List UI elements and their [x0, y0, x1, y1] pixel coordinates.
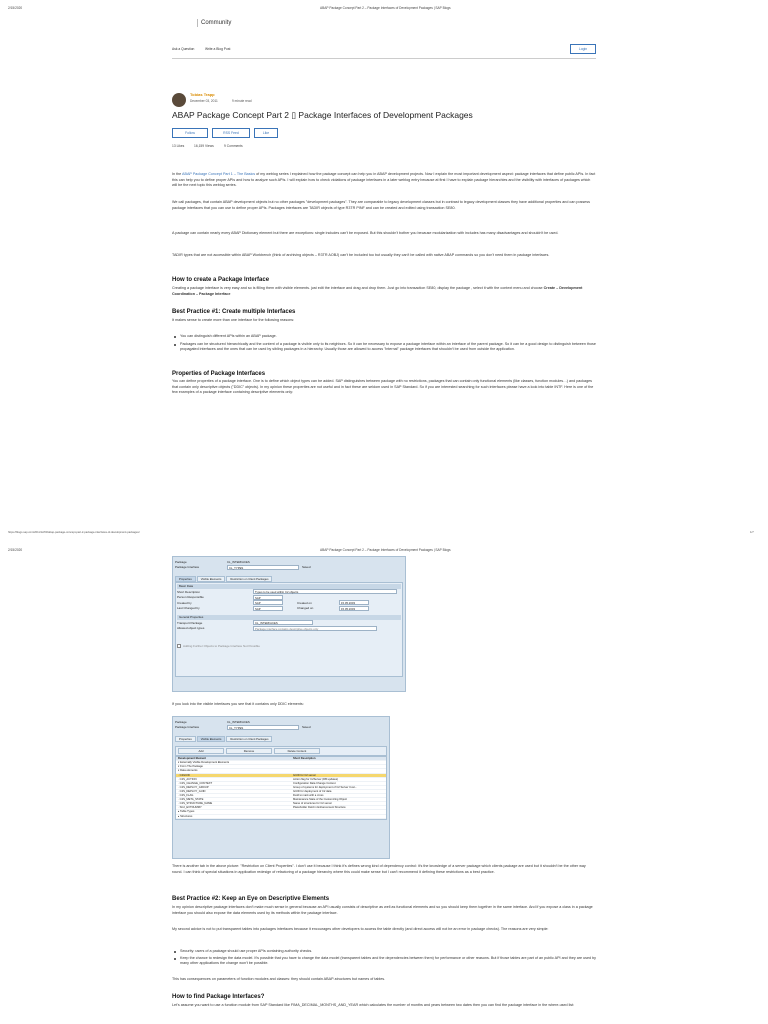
checkbox-label: Adding Further Objects to Package Interface Not Possible — [183, 643, 260, 648]
table-row[interactable]: ▾ From The Package — [176, 765, 386, 769]
tab-panel — [175, 582, 403, 677]
sap-gui-visible-elements — [172, 716, 390, 859]
changed-by-field[interactable]: SAP — [253, 606, 283, 611]
person-field[interactable]: SAP — [253, 595, 283, 600]
col-development-element: Development Element — [178, 757, 207, 761]
package-value-2: CL_INTERFACES — [227, 719, 250, 724]
allowed-types-label: Allowed object types — [177, 626, 205, 631]
list-item: Packages can be structured hierarchically and the content of a package is visible only to its neighbors. So it can be necessary to expose a package interface within an interface of the parent package. So it can be a good design to distinguish between those propagated interfaces and the ones that can be used by sibling packages in a hierarchy. Usually those are allowed to access "internal" package interfaces that shouldn't be used from outside the application. — [174, 342, 596, 353]
table-row[interactable]: · C2S_FLAG Field to mark with a cross — [176, 794, 386, 798]
status-text-2: Saved — [302, 725, 311, 730]
package-label-2: Package — [175, 719, 187, 724]
divider — [197, 19, 198, 27]
short-desc-label: Short Description — [177, 589, 201, 594]
views-count: 16,159 Views — [194, 144, 214, 148]
tab-visible-elements-2[interactable]: Visible Elements — [197, 736, 226, 742]
bp1-list — [174, 334, 596, 353]
basic-data-header: Basic Data — [177, 584, 401, 589]
bp1-text: It makes sense to create more than one interface for the following reasons: — [172, 318, 295, 322]
intro-pre: In the — [172, 172, 183, 176]
create-menu-path: Create – Development Coordination – Package Interface — [172, 286, 583, 296]
print-date: 2/15/2020 — [8, 6, 23, 10]
checkbox[interactable] — [177, 644, 181, 648]
intro-post: of my weblog series I explained how the package concept can help you in ABAP development projects. Now I explain the most important development aspect: package interfaces that define public APIs. In fact this can help you to define proper APIs and how to analyze such APIs. I will explain how to check violations of package interfaces in a later weblog entry because at first I have to explain package hierarchies and the visibility with interfaces of packages which will be the next topic this weblog series. — [172, 172, 596, 188]
likes-count: 13 Likes — [172, 144, 185, 148]
status-text: Saved — [302, 565, 311, 570]
list-item: You can distinguish different APIs within an ABAP package. — [174, 334, 596, 340]
table-row[interactable]: · C2S_CHANGE_CONTEXT Configuration Data Change Context — [176, 782, 386, 786]
remove-button[interactable]: Remove — [226, 748, 272, 754]
post-date: December 03, 2011 — [190, 99, 218, 103]
restriction-paragraph: There is another tab in the above picture: "Restriction on Client Properties". I don't use it because I think it's defines wrong kind of dependency control: it's the knowledge of a server package which clients package are used but it shouldn't be the other way round. I can think of special situations in application redesign of refactoring of a package hierarchy where this could make sense but I can't recommend it defining these restrictions as a best practice. — [172, 864, 586, 874]
list-item: Security: users of a package should use proper APIs containing authority checks. — [174, 949, 596, 955]
changed-on-field[interactable]: 15.05.2003 — [339, 606, 369, 611]
read-time: 9 minute read — [232, 99, 252, 103]
follow-button[interactable]: Follow — [172, 128, 208, 138]
avatar[interactable] — [172, 93, 186, 107]
sap-gui-properties — [172, 556, 406, 692]
bp2-list — [174, 949, 596, 967]
table-row[interactable]: ▸ Table Types — [176, 810, 386, 814]
interface-field-2[interactable]: CL_TYPES — [227, 725, 299, 730]
interface-label-2: Package Interface — [175, 725, 200, 730]
write-blog-link[interactable]: Write a Blog Post — [205, 47, 231, 51]
short-desc-field[interactable]: Types to be used within C2 objects — [253, 589, 397, 594]
table-row-selected[interactable]: · C2GUID GUID for C2 server — [176, 774, 386, 778]
community-label[interactable]: Community — [201, 20, 232, 26]
table-row[interactable]: · C2S_META_STATE Maintenance State of the Customizing Object — [176, 798, 386, 802]
print-title-2: ABAP Package Concept Part 2 – Package Interfaces of Development Packages | SAP Blogs — [320, 548, 451, 552]
like-button[interactable]: Like — [254, 128, 278, 138]
paragraph-3: A package can contain nearly every ABAP Dictionary element but there are exceptions: single includes can't be exposed. But this shouldn't bother you because modularization with includes has many disadvantages and shouldn't be used. — [172, 231, 559, 235]
created-by-field[interactable]: SAP — [253, 600, 283, 605]
create-paragraph — [172, 286, 596, 297]
tab-visible-elements[interactable]: Visible Elements — [197, 576, 226, 582]
paragraph-4: TADIR types that are not accessible within ABAP Workbench (think of archiving objects – R3TR AOBJ) can't be included too but usually they can't be called with native ABAP commands so you don't need them in package interfaces. — [172, 253, 550, 257]
bp2-text-3: This has consequences on parameters of function modules and classes: they should contain ABAP-structures but names of tables. — [172, 977, 386, 981]
tab-properties-2[interactable]: Properties — [175, 736, 196, 742]
find-paragraph: Let's assume you want to use a function module from SAP Standard like FIMA_DECIMAL_MONTHS_AND_YEAR which calculates the number of months and years between two dates then you can find the package interface in the where-used list: — [172, 1003, 575, 1007]
print-title: ABAP Package Concept Part 2 – Package Interfaces of Development Packages | SAP Blogs — [320, 6, 451, 10]
transport-field[interactable]: CL_INTERFACES — [253, 620, 313, 625]
list-item: Keep the chance to redesign the data model. It's possible that you have to change the data model (transparent tables and the dependencies between them) for performance or other reasons. But if those tables are part of an public API and they are used by many other applications the change won't be possible. — [174, 956, 596, 967]
elements-table — [175, 756, 387, 819]
heading-find: How to find Package Interfaces? — [172, 994, 265, 1000]
heading-bp1: Best Practice #1: Create multiple Interfaces — [172, 309, 296, 315]
rss-feed-button[interactable]: RSS Feed — [212, 128, 250, 138]
changed-on-label: Changed on — [297, 606, 314, 611]
login-button[interactable]: Login — [570, 44, 596, 54]
text-between: If you look into the visible interfaces you see that it contains only DDIC elements: — [172, 702, 304, 706]
created-by-label: Created by — [177, 600, 192, 605]
allowed-types-select[interactable]: Package interface contains descriptive objects only — [253, 626, 377, 631]
add-button[interactable]: Add — [178, 748, 224, 754]
heading-bp2: Best Practice #2: Keep an Eye on Descriptive Elements — [172, 896, 330, 902]
paragraph-2: We call packages, that contain ABAP development objects but no other packages "development packages". They are comparable to legacy development classes but in contrast to legacy development classes they have additional properties and can possess package interfaces that you can use to define proper APIs. Packages interfaces are TADIR objects of type R3TR PINF and can be created and edited using transaction SE80. — [172, 200, 590, 210]
package-value: CL_INTERFACES — [227, 559, 250, 564]
table-row[interactable]: ▾ Externally Visible Development Elements — [176, 761, 386, 765]
col-short-description: Short Description — [293, 757, 316, 761]
table-row[interactable]: ▾ Data elements — [176, 769, 386, 773]
nav-divider — [172, 58, 596, 59]
print-date-2: 2/15/2020 — [8, 548, 23, 552]
part1-link[interactable]: ABAP Package Concept Part 1 – The Basics — [182, 172, 256, 176]
comments-count: 9 Comments — [224, 144, 243, 148]
footer-page: 1/7 — [750, 531, 754, 534]
table-row[interactable]: · C2S_DEPLOY_GROUP Group of systems for deployment of C2 Server Cust... — [176, 786, 386, 790]
created-on-field[interactable]: 15.05.2003 — [339, 600, 369, 605]
table-row[interactable]: · C2S_ACTION Action flag for C2Server (DB updates) — [176, 778, 386, 782]
tab-restriction-2[interactable]: Restriction on Client Packages — [226, 736, 272, 742]
table-row[interactable]: · C2S_DEPLOY_GUID GUID for deployment of C2 data — [176, 790, 386, 794]
ask-question-link[interactable]: Ask a Question — [172, 47, 195, 51]
changed-by-label: Last Changed by — [177, 606, 200, 611]
table-row[interactable]: · SC2_EXTDUMMY Placeholder Field in Enhancement Structure — [176, 806, 386, 810]
tab-properties[interactable]: Properties — [175, 576, 196, 582]
interface-field[interactable]: CL_TYPES — [227, 565, 299, 570]
page-title: ABAP Package Concept Part 2 ▯ Package Interfaces of Development Packages — [172, 110, 473, 120]
tab-restriction[interactable]: Restriction on Client Packages — [226, 576, 272, 582]
toolbar — [175, 746, 387, 756]
heading-properties: Properties of Package Interfaces — [172, 371, 266, 377]
transport-label: Transport Package — [177, 620, 203, 625]
intro-paragraph — [172, 172, 596, 189]
created-on-label: Created on — [297, 600, 312, 605]
delete-content-button[interactable]: Delete Content — [274, 748, 320, 754]
general-properties-header: General Properties — [177, 615, 401, 620]
tab-bar-2 — [175, 736, 387, 742]
bp2-text: In my opinion descriptive package interfaces don't make much sense in general because an API usually consists of descriptive as well as functional elements and so you should keep them together in the same interface. And if you expose a class in a package interface you should also expose the data elements used by its methods within the package interface. — [172, 905, 593, 915]
person-label: Person Responsible — [177, 595, 204, 600]
footer-url[interactable]: https://blogs.sap.com/2011/12/03/abap-package-concept-part-2-package-interfaces-of-development-packages/ — [8, 531, 140, 534]
package-label: Package — [175, 559, 187, 564]
author-name[interactable]: Tobias Trapp — [190, 92, 215, 97]
bp2-text-2: My second advice is not to put transparent tables into packages interfaces because it encourages other developers to access the table directly (and direct access will not be an error in package checks). The reasons are very simple: — [172, 927, 549, 931]
table-row[interactable]: · C2S_STRUCTURE_NAME Name of structures for C2 server — [176, 802, 386, 806]
create-text: Creating a package interface is very easy and so is filling them with visible elements. just edit the interface and drag and drop them. Just go into transaction SE80, display the package , select it with the context menu and choose — [172, 286, 544, 290]
interface-label: Package Interface — [175, 565, 200, 570]
heading-create: How to create a Package Interface — [172, 277, 270, 283]
properties-paragraph: You can define properties of a package interface. One is to define which object types can be added. SAP distinguishes between package with no restrictions, packages that can contain only functional elements (like classes, function modules…) and packages that contain only descriptive objects ("DDIC" objects). In my opinion these properties are not useful and in fact these are seldom used in SAP Standard. So if you are interested searching for such interfaces please have a look into table INTF. Here is one of the few examples of a package interface containing descriptive elements only: — [172, 379, 594, 395]
table-row[interactable]: ▸ Structures — [176, 815, 386, 819]
